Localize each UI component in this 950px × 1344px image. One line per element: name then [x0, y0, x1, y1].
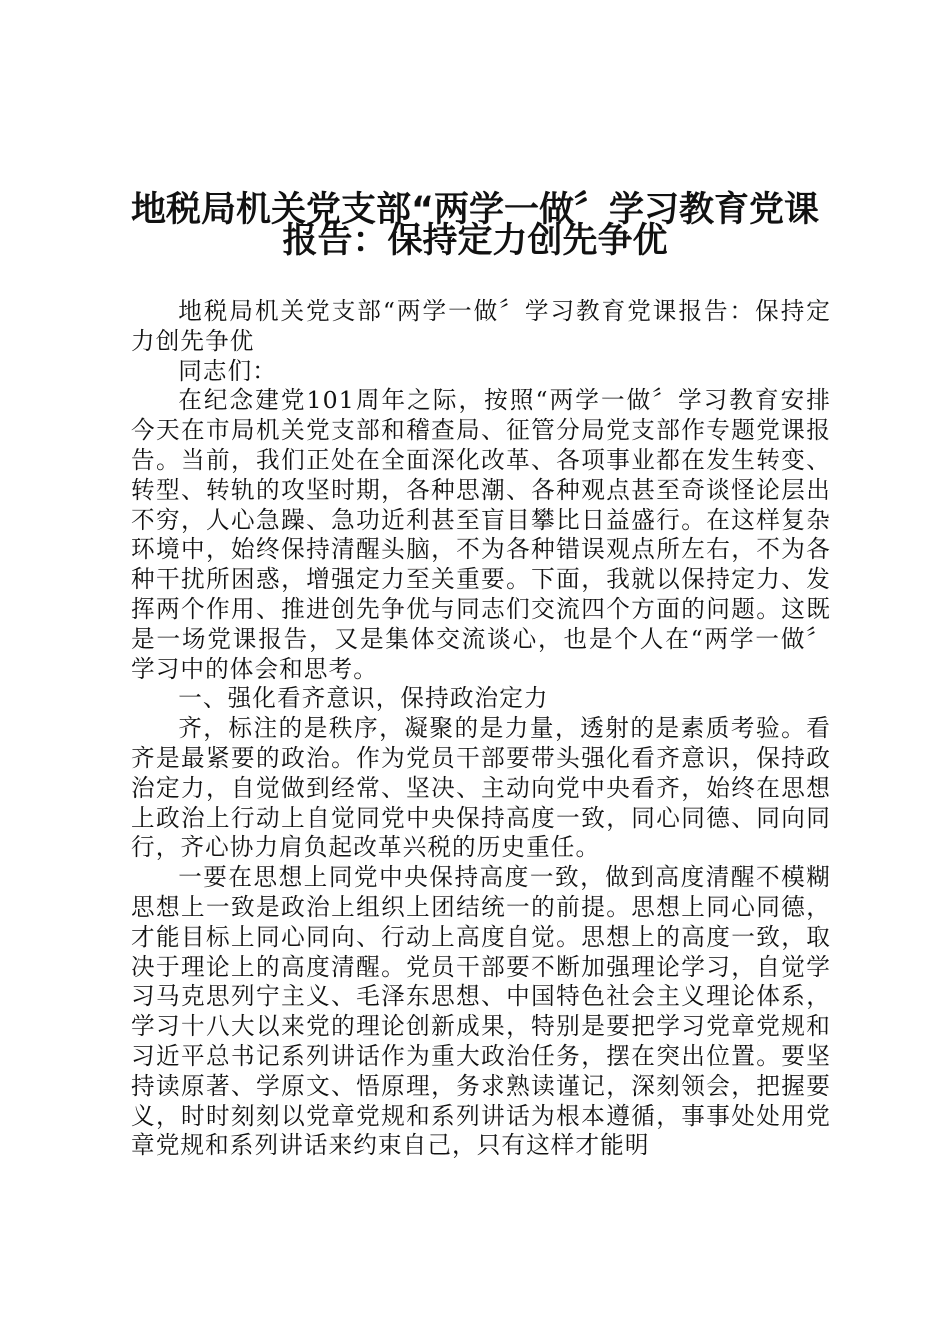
salutation-paragraph: 同志们：: [178, 356, 277, 385]
body-paragraph: 一要在思想上同党中央保持高度一致，做到高度清醒不模糊思想上一致是政治上组织上团结统一的前提。思想上同心同德，才能目标上同心同向、行动上高度自觉。思想上的高度一致，取决于理论上的高度清醒。党员干部要不断加强理论学习，自觉学习马克思列宁主义、毛泽东思想、中国特色社会主义理论体系，学习十八大以来党的理论创新成果，特别是要把学习党章党规和习近平总书记系列讲话作为重大政治任务，摆在突出位置。要坚持读原著、学原文、悟原理，务求熟读谨记，深刻领会，把握要义，时时刻刻以党章党规和系列讲话为根本遵循，事事处处用党章党规和系列讲话来约束自己，只有这样才能明: [131, 863, 831, 1160]
subtitle-paragraph: 地税局机关党支部“两学一做〞学习教育党课报告：保持定力创先争优: [131, 297, 831, 355]
body-paragraph: 齐，标注的是秩序，凝聚的是力量，透射的是素质考验。看齐是最紧要的政治。作为党员干部要带头强化看齐意识，保持政治定力，自觉做到经常、坚决、主动向党中央看齐，始终在思想上政治上行动上自觉同党中央保持高度一致，同心同德、同向同行，齐心协力肩负起改革兴税的历史重任。: [131, 714, 831, 862]
document-body: [131, 297, 831, 1161]
document-title-line-2: 报告：保持定力创先争优: [282, 221, 668, 261]
intro-paragraph: 在纪念建党101周年之际，按照“两学一做〞学习教育安排今天在市局机关党支部和稽查局、征管分局党支部作专题党课报告。当前，我们正处在全面深化改革、各项事业都在发生转变、转型、转轨的攻坚时期，各种思潮、各种观点甚至奇谈怪论层出不穷，人心急躁、急功近利甚至盲目攀比日益盛行。在这样复杂环境中，始终保持清醒头脑，不为各种错误观点所左右，不为各种干扰所困惑，增强定力至关重要。下面，我就以保持定力、发挥两个作用、推进创先争优与同志们交流四个方面的问题。这既是一场党课报告，又是集体交流谈心，也是个人在“两学一做〞学习中的体会和思考。: [131, 386, 831, 683]
document-title-line-1: 地税局机关党支部“两学一做〞学习教育党课: [130, 190, 819, 230]
section-heading-1: 一、强化看齐意识，保持政治定力: [178, 684, 549, 713]
